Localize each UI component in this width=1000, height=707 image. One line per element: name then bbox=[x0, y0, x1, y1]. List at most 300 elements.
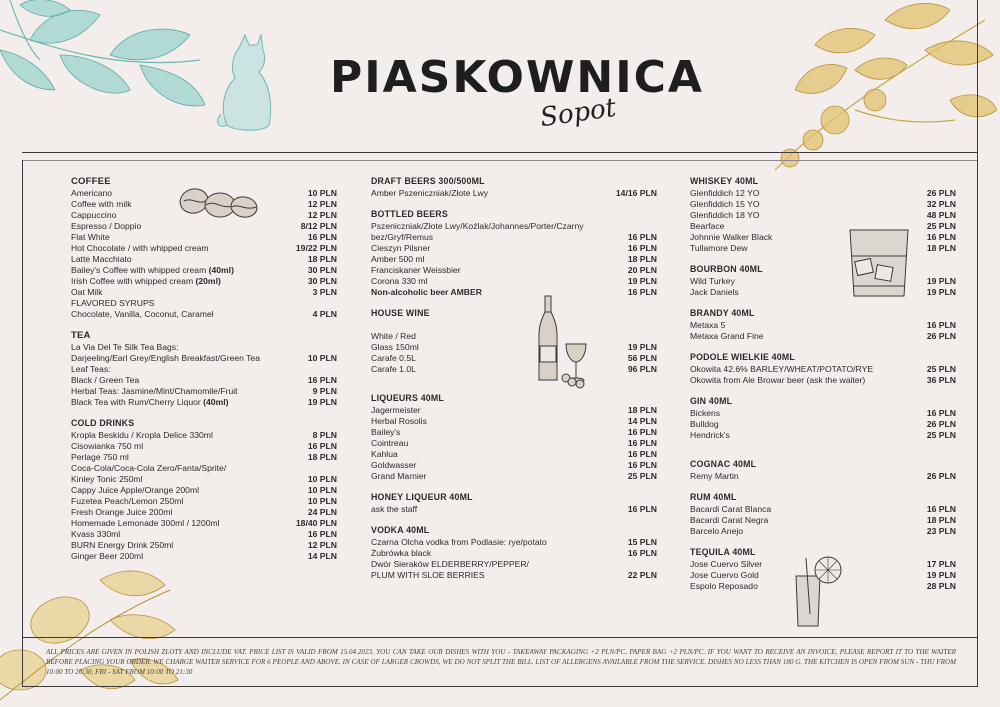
menu-item-name bbox=[371, 221, 657, 232]
menu-item-price: 18 PLN bbox=[926, 243, 956, 253]
menu-item bbox=[371, 221, 657, 232]
menu-item bbox=[690, 581, 956, 592]
menu-item-price: 8 PLN bbox=[312, 430, 337, 440]
menu-item bbox=[371, 243, 657, 254]
menu-item-name-text: Jack Daniels bbox=[690, 287, 739, 297]
menu-item bbox=[690, 232, 956, 243]
menu-item-name bbox=[71, 221, 301, 232]
menu-item-name bbox=[690, 471, 927, 482]
menu-item-name-text: Dwór Sieraków ELDERBERRY/PEPPER/ bbox=[371, 559, 529, 569]
menu-section bbox=[371, 393, 657, 482]
menu-item bbox=[371, 427, 657, 438]
menu-item-price: 16 PLN bbox=[307, 232, 337, 242]
footer-notice: ALL PRICES ARE GIVEN IN POLISH ZLOTY AND INCLUDE VAT. PRICE LIST IS VALID FROM 15.04.2023. YOU CAN TAKE OUR DISHES WITH YOU - TAKEAWAY PACKAGING +2 PLN/PC, PAPER BAG +2 PLN/PC. IF YOU WANT TO RECEIVE AN INVOICE, PLEASE REPORT IT TO THE WAITER BEFORE PLACING YOUR ORDER. WE CHARGE WAITER SERVICE FOR 6 PEOPLE AND ABOVE. IN CASE OF LARGER CROWDS, WE DO NOT SPLIT THE BILL. LIST OF ALLERGENS AVAILABLE FROM THE SERVICE. DISHES NO LESS THAN 180 G. THE KITCHEN IS OPEN FROM SUN - THU FROM 10:00 TO 20:30, FRI - SAT FROM 10:00 TO 21:30 bbox=[46, 648, 956, 676]
menu-item-name bbox=[371, 559, 657, 570]
menu-item-name-text: Leaf Teas: bbox=[71, 364, 111, 374]
menu-item-price: 16 PLN bbox=[307, 529, 337, 539]
menu-item bbox=[371, 537, 657, 548]
menu-item bbox=[71, 474, 337, 485]
section-title: BRANDY 40ML bbox=[690, 308, 755, 318]
menu-item-name bbox=[371, 331, 657, 342]
section-title: COLD DRINKS bbox=[71, 418, 135, 428]
section-title: COFFEE bbox=[71, 176, 111, 187]
menu-item bbox=[371, 188, 657, 199]
menu-column-3 bbox=[690, 176, 956, 602]
menu-item-name-text: White / Red bbox=[371, 331, 416, 341]
menu-item-name-text: Glenfiddich 18 YO bbox=[690, 210, 760, 220]
menu-item bbox=[71, 353, 337, 364]
menu-item bbox=[690, 276, 956, 287]
menu-section bbox=[71, 418, 337, 562]
menu-item-name bbox=[690, 408, 927, 419]
menu-item-name-text: Bailey's Coffee with whipped cream bbox=[71, 265, 207, 275]
menu-item-price: 30 PLN bbox=[307, 276, 337, 286]
menu-item-price: 19 PLN bbox=[926, 276, 956, 286]
menu-item bbox=[71, 342, 337, 353]
menu-item-name-text: Darjeeling/Earl Grey/English Breakfast/Green Tea bbox=[71, 353, 260, 363]
menu-item-price: 9 PLN bbox=[312, 386, 337, 396]
menu-section bbox=[690, 547, 956, 592]
menu-item bbox=[690, 526, 956, 537]
menu-item-price: 26 PLN bbox=[926, 188, 956, 198]
menu-item-name-text: Johnnie Walker Black bbox=[690, 232, 773, 242]
menu-item bbox=[371, 287, 657, 298]
menu-item-name bbox=[71, 518, 296, 529]
menu-item bbox=[690, 408, 956, 419]
menu-item-price: 18/40 PLN bbox=[295, 518, 337, 528]
menu-item-name-text: Glenfiddich 12 YO bbox=[690, 188, 760, 198]
menu-item bbox=[690, 243, 956, 254]
menu-item bbox=[690, 471, 956, 482]
menu-item-name-text: Amber Pszeniczniak/Złote Lwy bbox=[371, 188, 489, 198]
lemon-branch-icon bbox=[0, 560, 185, 707]
menu-item-price: 25 PLN bbox=[627, 471, 657, 481]
frame-line-left bbox=[22, 160, 23, 686]
menu-section bbox=[690, 492, 956, 537]
menu-item-price: 16 PLN bbox=[627, 232, 657, 242]
menu-item-price: 26 PLN bbox=[926, 471, 956, 481]
menu-item bbox=[690, 570, 956, 581]
menu-item-name bbox=[71, 441, 308, 452]
menu-item bbox=[71, 452, 337, 463]
menu-item bbox=[371, 504, 657, 515]
menu-item bbox=[371, 320, 657, 331]
menu-item bbox=[71, 397, 337, 408]
menu-item-price: 16 PLN bbox=[307, 375, 337, 385]
menu-item-name-text: Wild Turkey bbox=[690, 276, 735, 286]
menu-item-name-text: Metaxa 5 bbox=[690, 320, 726, 330]
menu-item bbox=[690, 364, 956, 375]
section-title: WHISKEY 40ML bbox=[690, 176, 759, 186]
menu-item-price: 18 PLN bbox=[307, 452, 337, 462]
menu-item-name bbox=[71, 496, 308, 507]
menu-item-name-text: Corona 330 ml bbox=[371, 276, 428, 286]
section-title: BOTTLED BEERS bbox=[371, 209, 448, 219]
menu-section bbox=[690, 352, 956, 386]
menu-section bbox=[371, 209, 657, 298]
menu-item bbox=[71, 364, 337, 375]
menu-item bbox=[690, 221, 956, 232]
menu-item-name bbox=[690, 331, 927, 342]
menu-section bbox=[690, 176, 956, 254]
menu-item-name-text: Black Tea with Rum/Cherry Liquor bbox=[71, 397, 201, 407]
menu-item bbox=[690, 419, 956, 430]
menu-item-price: 25 PLN bbox=[926, 430, 956, 440]
menu-item bbox=[371, 460, 657, 471]
menu-item-name-text: Kvass 330ml bbox=[71, 529, 121, 539]
menu-item-name-text: Americano bbox=[71, 188, 113, 198]
menu-item-volume: (40ml) bbox=[208, 265, 234, 275]
menu-item-price: 25 PLN bbox=[926, 221, 956, 231]
menu-item-name-text: Glass 150ml bbox=[371, 342, 419, 352]
menu-item-name-text: Cieszyn Pilsner bbox=[371, 243, 431, 253]
menu-item-price: 16 PLN bbox=[627, 438, 657, 448]
menu-item-name bbox=[371, 460, 628, 471]
menu-item bbox=[690, 559, 956, 570]
menu-item-name-text: Pszeniczniak/Złote Lwy/Koźlak/Johannes/Porter/Czarny bbox=[371, 221, 584, 231]
menu-item-name bbox=[71, 529, 308, 540]
section-title: VODKA 40ML bbox=[371, 525, 430, 535]
menu-item bbox=[71, 507, 337, 518]
menu-item-name-text: bez/Gryf/Remus bbox=[371, 232, 434, 242]
menu-item-name-text: Goldwasser bbox=[371, 460, 417, 470]
menu-item-name bbox=[71, 254, 308, 265]
menu-item-name bbox=[371, 265, 628, 276]
menu-item-price: 16 PLN bbox=[627, 504, 657, 514]
menu-item-name-text: Jose Cuervo Silver bbox=[690, 559, 763, 569]
menu-item-name-text: Bickens bbox=[690, 408, 721, 418]
menu-item-name-text: ask the staff bbox=[371, 504, 418, 514]
menu-item-name bbox=[690, 430, 927, 441]
menu-item bbox=[371, 265, 657, 276]
menu-item-name bbox=[71, 298, 337, 309]
menu-item-name-text: PLUM WITH SLOE BERRIES bbox=[371, 570, 485, 580]
menu-item-name-text: Latte Macchiato bbox=[71, 254, 132, 264]
menu-item-price: 19 PLN bbox=[627, 342, 657, 352]
menu-item-name bbox=[371, 537, 628, 548]
menu-item-name bbox=[371, 364, 628, 375]
menu-item-name bbox=[371, 438, 628, 449]
menu-item-name bbox=[690, 504, 927, 515]
menu-item-name-text: La Via Del Te Silk Tea Bags: bbox=[71, 342, 179, 352]
menu-item bbox=[71, 551, 337, 562]
section-title: LIQUEURS 40ML bbox=[371, 393, 444, 403]
menu-item-name bbox=[690, 581, 927, 592]
menu-item-price: 14 PLN bbox=[307, 551, 337, 561]
menu-item-name bbox=[71, 353, 308, 364]
menu-item-name-text: FLAVORED SYRUPS bbox=[71, 298, 155, 308]
menu-item-name-text: Espresso / Doppio bbox=[71, 221, 142, 231]
menu-item-price: 48 PLN bbox=[926, 210, 956, 220]
menu-item-name bbox=[71, 397, 308, 408]
menu-item bbox=[71, 210, 337, 221]
menu-item bbox=[690, 515, 956, 526]
menu-item bbox=[71, 298, 337, 309]
menu-section bbox=[71, 176, 337, 320]
menu-item bbox=[71, 540, 337, 551]
menu-item-name bbox=[371, 504, 628, 515]
menu-item bbox=[690, 504, 956, 515]
cat-icon bbox=[215, 30, 275, 135]
menu-item-price: 18 PLN bbox=[926, 515, 956, 525]
section-title: GIN 40ML bbox=[690, 396, 733, 406]
menu-item-name-text: Jagermeister bbox=[371, 405, 421, 415]
frame-line-top bbox=[22, 152, 978, 153]
menu-item-price: 19/22 PLN bbox=[295, 243, 337, 253]
menu-item-name-text: Hendrick's bbox=[690, 430, 730, 440]
menu-item-name bbox=[71, 474, 308, 485]
menu-item bbox=[71, 188, 337, 199]
menu-item-name bbox=[371, 405, 628, 416]
menu-item-price: 10 PLN bbox=[307, 188, 337, 198]
section-title: HONEY LIQUEUR 40ML bbox=[371, 492, 473, 502]
menu-item-name bbox=[71, 452, 308, 463]
menu-item bbox=[71, 463, 337, 474]
menu-item-name bbox=[690, 221, 927, 232]
menu-item-price: 56 PLN bbox=[627, 353, 657, 363]
frame-line-top-inner bbox=[22, 160, 978, 161]
menu-item-price: 24 PLN bbox=[307, 507, 337, 517]
menu-item bbox=[371, 438, 657, 449]
menu-item bbox=[71, 287, 337, 298]
menu-item-name-text: Okowita from Ale Browar beer (ask the waiter) bbox=[690, 375, 866, 385]
menu-item-name bbox=[71, 287, 313, 298]
menu-item-price: 26 PLN bbox=[926, 419, 956, 429]
menu-item bbox=[690, 188, 956, 199]
menu-item-price: 28 PLN bbox=[926, 581, 956, 591]
section-title: BOURBON 40ML bbox=[690, 264, 763, 274]
menu-item bbox=[690, 331, 956, 342]
section-title: PODOLE WIELKIE 40ML bbox=[690, 352, 795, 362]
brand-logo: PIASKOWNICA bbox=[330, 52, 704, 103]
menu-item bbox=[71, 265, 337, 276]
menu-item-name bbox=[690, 559, 927, 570]
menu-item-price: 19 PLN bbox=[307, 397, 337, 407]
menu-item-name-text: Grand Marnier bbox=[371, 471, 427, 481]
menu-section bbox=[690, 396, 956, 441]
menu-item-price: 22 PLN bbox=[627, 570, 657, 580]
menu-section bbox=[371, 525, 657, 581]
menu-item-price: 16 PLN bbox=[627, 427, 657, 437]
menu-item-price: 16 PLN bbox=[926, 320, 956, 330]
menu-item bbox=[71, 496, 337, 507]
menu-item-name-text: Non-alcoholic beer AMBER bbox=[371, 287, 482, 297]
menu-item-name-text: Ginger Beer 200ml bbox=[71, 551, 144, 561]
menu-item-price: 25 PLN bbox=[926, 364, 956, 374]
menu-section bbox=[371, 492, 657, 515]
menu-item-name bbox=[690, 188, 927, 199]
menu-item-name bbox=[690, 515, 927, 526]
menu-item-name-text: Bulldog bbox=[690, 419, 719, 429]
menu-section bbox=[690, 264, 956, 298]
menu-item bbox=[371, 449, 657, 460]
menu-item-price: 18 PLN bbox=[627, 405, 657, 415]
menu-item-name-text: Amber 500 ml bbox=[371, 254, 425, 264]
section-title: TEA bbox=[71, 330, 91, 341]
menu-item-name bbox=[71, 232, 308, 243]
menu-item bbox=[690, 199, 956, 210]
menu-item-price: 3 PLN bbox=[312, 287, 337, 297]
menu-item-price: 16 PLN bbox=[627, 243, 657, 253]
section-title: HOUSE WINE bbox=[371, 308, 430, 318]
menu-item-name-text: Herbal Rosolis bbox=[371, 416, 427, 426]
menu-item-name bbox=[690, 199, 927, 210]
menu-item-name-text: Carafe 0.5L bbox=[371, 353, 416, 363]
menu-item-name bbox=[690, 287, 927, 298]
menu-item-name-text: Black / Green Tea bbox=[71, 375, 140, 385]
menu-item-name-text: Cointreau bbox=[371, 438, 409, 448]
menu-item-price: 8/12 PLN bbox=[300, 221, 337, 231]
menu-item-name bbox=[371, 254, 628, 265]
menu-item bbox=[71, 430, 337, 441]
menu-item-name bbox=[371, 342, 628, 353]
menu-item-name-text: Cisowianka 750 ml bbox=[71, 441, 144, 451]
menu-item-price: 32 PLN bbox=[926, 199, 956, 209]
menu-item-price: 16 PLN bbox=[307, 441, 337, 451]
menu-item-price: 36 PLN bbox=[926, 375, 956, 385]
menu-item-name bbox=[71, 188, 308, 199]
menu-item-name-text: Barcelo Anejo bbox=[690, 526, 744, 536]
menu-item bbox=[690, 287, 956, 298]
menu-item-price: 16 PLN bbox=[926, 504, 956, 514]
menu-item-name bbox=[690, 276, 927, 287]
menu-item-price: 10 PLN bbox=[307, 353, 337, 363]
menu-column-1 bbox=[71, 176, 337, 572]
menu-item-name bbox=[71, 375, 308, 386]
section-title: TEQUILA 40ML bbox=[690, 547, 756, 557]
section-title: DRAFT BEERS 300/500ML bbox=[371, 176, 485, 186]
menu-item-name-text: Okowita 42.6% BARLEY/WHEAT/POTATO/RYE bbox=[690, 364, 874, 374]
menu-item bbox=[371, 471, 657, 482]
menu-item bbox=[71, 529, 337, 540]
menu-item-price: 16 PLN bbox=[627, 460, 657, 470]
menu-section bbox=[371, 308, 657, 375]
menu-item-name-text: Chocolate, Vanilla, Coconut, Caramel bbox=[71, 309, 214, 319]
menu-item-name-text: Fresh Orange Juice 200ml bbox=[71, 507, 173, 517]
menu-item bbox=[371, 416, 657, 427]
menu-item-price: 16 PLN bbox=[926, 408, 956, 418]
brand-subtitle: Sopot bbox=[538, 92, 618, 134]
menu-item-name bbox=[71, 265, 308, 276]
menu-item-name bbox=[371, 287, 628, 298]
menu-item-name bbox=[71, 276, 308, 287]
menu-item-price: 20 PLN bbox=[627, 265, 657, 275]
menu-item-name bbox=[71, 507, 308, 518]
frame-line-bottom bbox=[22, 637, 978, 638]
menu-item bbox=[71, 221, 337, 232]
menu-item-name-text: Cappy Juice Apple/Orange 200ml bbox=[71, 485, 200, 495]
menu-item-name-text: Bacardi Carat Negra bbox=[690, 515, 769, 525]
menu-item-volume: (20ml) bbox=[195, 276, 221, 286]
menu-item bbox=[371, 353, 657, 364]
menu-item-name bbox=[371, 353, 628, 364]
menu-item-name bbox=[690, 526, 927, 537]
menu-item-price: 17 PLN bbox=[926, 559, 956, 569]
menu-item-name-text: Coca-Cola/Coca-Cola Zero/Fanta/Sprite/ bbox=[71, 463, 227, 473]
menu-item-name bbox=[690, 320, 927, 331]
menu-item bbox=[371, 232, 657, 243]
menu-item-price: 10 PLN bbox=[307, 485, 337, 495]
menu-item-name bbox=[371, 449, 628, 460]
menu-column-2 bbox=[371, 176, 657, 591]
menu-item-price: 16 PLN bbox=[926, 232, 956, 242]
menu-item-price: 23 PLN bbox=[926, 526, 956, 536]
menu-item-name-text: Perlage 750 ml bbox=[71, 452, 129, 462]
menu-item-price: 14 PLN bbox=[627, 416, 657, 426]
menu-item-price: 16 PLN bbox=[627, 287, 657, 297]
leaf-branch-icon bbox=[735, 0, 1000, 175]
menu-item-name-text: Kropla Beskidu / Kropla Delice 330ml bbox=[71, 430, 213, 440]
section-title: COGNAC 40ML bbox=[690, 459, 757, 469]
menu-item bbox=[71, 309, 337, 320]
section-title: RUM 40ML bbox=[690, 492, 737, 502]
menu-item-price: 18 PLN bbox=[307, 254, 337, 264]
menu-item-name-text: Franciskaner Weissbier bbox=[371, 265, 461, 275]
menu-section bbox=[371, 176, 657, 199]
menu-section bbox=[690, 308, 956, 342]
menu-item-name-text: Żubrówka black bbox=[371, 548, 432, 558]
menu-item bbox=[71, 243, 337, 254]
menu-item-name-text: Oat Milk bbox=[71, 287, 103, 297]
menu-section bbox=[71, 330, 337, 408]
menu-item-price: 19 PLN bbox=[627, 276, 657, 286]
frame-line-bottom-outer bbox=[22, 686, 978, 687]
menu-item-name bbox=[71, 342, 337, 353]
menu-item-price: 26 PLN bbox=[926, 331, 956, 341]
menu-item bbox=[371, 364, 657, 375]
menu-item-name-text: Czarna Olcha vodka from Podlasie: rye/potato bbox=[371, 537, 547, 547]
menu-item bbox=[71, 441, 337, 452]
menu-item-name-text: BURN Energy Drink 250ml bbox=[71, 540, 174, 550]
menu-item-name-text: Jose Cuervo Gold bbox=[690, 570, 759, 580]
menu-item-price: 30 PLN bbox=[307, 265, 337, 275]
menu-item-name bbox=[371, 232, 628, 243]
menu-item-name-text: Glenfiddich 15 YO bbox=[690, 199, 760, 209]
menu-item bbox=[71, 518, 337, 529]
menu-item-name bbox=[371, 548, 628, 559]
menu-item-price: 10 PLN bbox=[307, 474, 337, 484]
menu-item-name bbox=[71, 540, 308, 551]
menu-item-name-text: Kahlua bbox=[371, 449, 398, 459]
menu-item bbox=[71, 254, 337, 265]
menu-item-name bbox=[71, 199, 308, 210]
menu-item bbox=[371, 559, 657, 570]
menu-item-name-text: Irish Coffee with whipped cream bbox=[71, 276, 194, 286]
menu-item-name bbox=[71, 430, 313, 441]
menu-item-name bbox=[690, 570, 927, 581]
menu-item bbox=[71, 199, 337, 210]
menu-section bbox=[690, 459, 956, 482]
menu-item-name bbox=[71, 210, 308, 221]
menu-item bbox=[371, 405, 657, 416]
menu-item-price: 4 PLN bbox=[312, 309, 337, 319]
menu-item-price: 19 PLN bbox=[926, 287, 956, 297]
menu-item-price: 16 PLN bbox=[627, 548, 657, 558]
menu-item-price: 15 PLN bbox=[627, 537, 657, 547]
menu-item-price: 19 PLN bbox=[926, 570, 956, 580]
menu-item bbox=[690, 375, 956, 386]
menu-item-price: 16 PLN bbox=[627, 449, 657, 459]
menu-item-name-text: Carafe 1.0L bbox=[371, 364, 416, 374]
menu-item-price: 12 PLN bbox=[307, 540, 337, 550]
menu-item-name-text: Bearface bbox=[690, 221, 725, 231]
menu-item-name bbox=[71, 386, 313, 397]
menu-item-name-text: Cappuccino bbox=[71, 210, 117, 220]
menu-item-name-text: Coffee with milk bbox=[71, 199, 132, 209]
menu-item-name bbox=[71, 463, 337, 474]
menu-item-name bbox=[371, 471, 628, 482]
menu-item-name-text: Bacardi Carat Blanca bbox=[690, 504, 772, 514]
